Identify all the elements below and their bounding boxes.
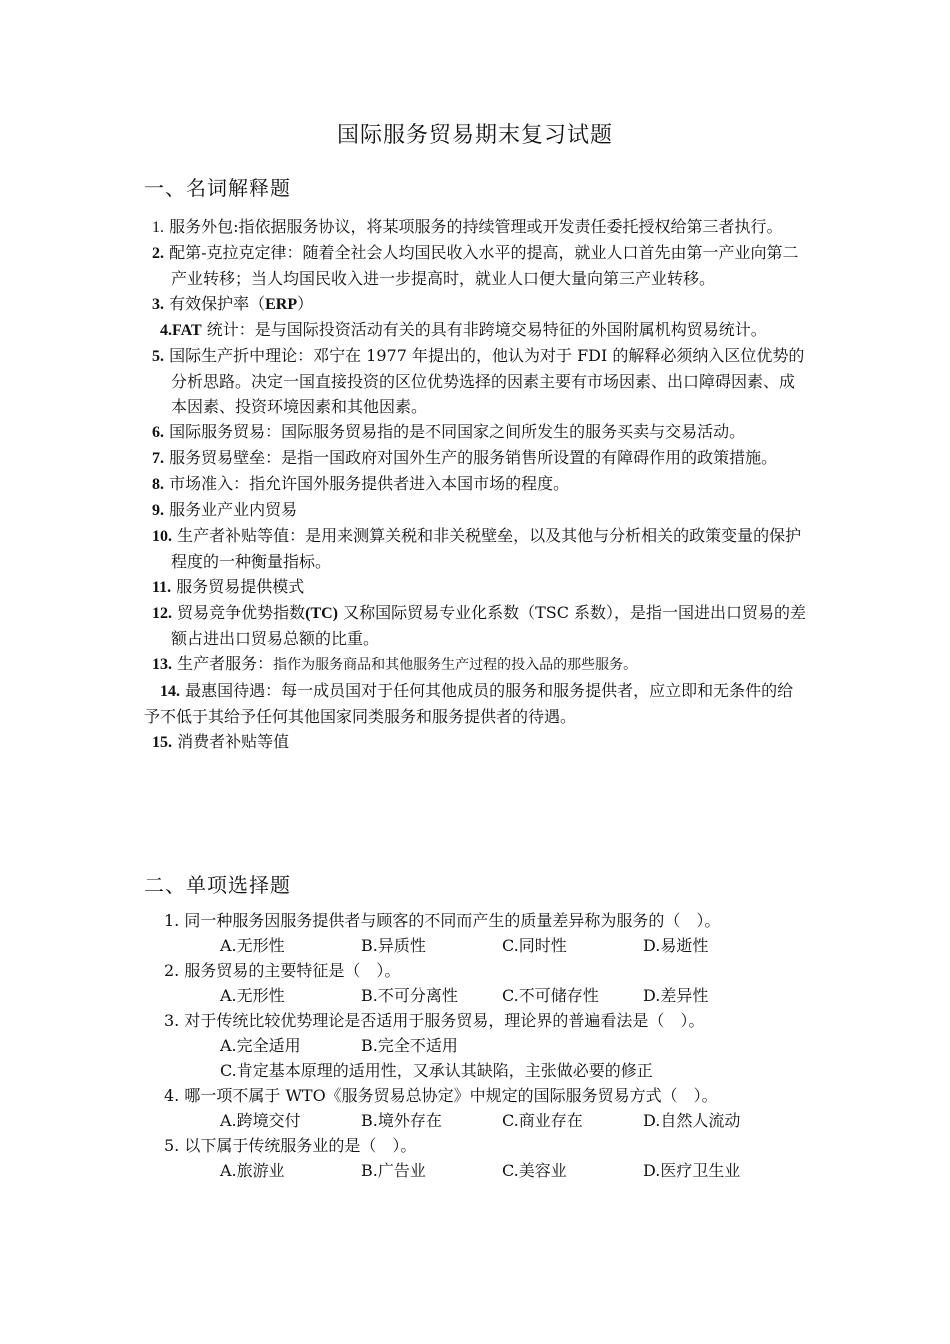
option: D.自然人流动 bbox=[643, 1111, 741, 1130]
question-options bbox=[144, 933, 814, 958]
section-heading-definitions: 一、名词解释题 bbox=[144, 176, 291, 200]
option: C.美容业 bbox=[502, 1161, 567, 1180]
definition-item: 15. 消费者补贴等值 bbox=[152, 732, 290, 751]
definition-item: 11. 服务贸易提供模式 bbox=[152, 577, 305, 596]
definition-item: 13. 生产者服务：指作为服务商品和其他服务生产过程的投入品的那些服务。 bbox=[152, 654, 638, 673]
choice-questions bbox=[144, 908, 814, 1183]
option: A.无形性 bbox=[220, 936, 285, 955]
question-item: 2. 服务贸易的主要特征是（ ）。 bbox=[164, 961, 401, 980]
definition-item: 7. 服务贸易壁垒：是指一国政府对国外生产的服务销售所设置的有障碍作用的政策措施。 bbox=[152, 448, 778, 467]
definition-item: 9. 服务业产业内贸易 bbox=[152, 500, 298, 519]
option: C.肯定基本原理的适用性，又承认其缺陷，主张做必要的修正 bbox=[220, 1061, 653, 1080]
option: B.境外存在 bbox=[361, 1111, 442, 1130]
document-title: 国际服务贸易期末复习试题 bbox=[336, 123, 613, 148]
definitions-list bbox=[144, 214, 808, 755]
question-item: 1. 同一种服务因服务提供者与顾客的不同而产生的质量差异称为服务的（ ）。 bbox=[164, 911, 721, 930]
definition-item: 4.FAT 统计：是与国际投资活动有关的具有非跨境交易特征的外国附属机构贸易统计。 bbox=[160, 320, 767, 339]
section-heading-choice: 二、单项选择题 bbox=[144, 873, 291, 897]
option: C.不可储存性 bbox=[502, 986, 599, 1005]
option: D.差异性 bbox=[643, 986, 709, 1005]
definition-item: 5. 国际生产折中理论：邓宁在 1977 年提出的，他认为对于 FDI 的解释必须纳入区位优势的分析思路。决定一国直接投资的区位优势选择的因素主要有市场因素、出口障碍因素、成本因素、投资环境因素和其他因素。 bbox=[152, 346, 805, 416]
option: B.完全不适用 bbox=[361, 1036, 458, 1055]
definition-item: 10. 生产者补贴等值：是用来测算关税和非关税壁垒，以及其他与分析相关的政策变量的保护程度的一种衡量指标。 bbox=[152, 526, 802, 571]
option: C.商业存在 bbox=[502, 1111, 583, 1130]
option: A.跨境交付 bbox=[220, 1111, 301, 1130]
definition-item: 1. 服务外包:指依据服务协议，将某项服务的持续管理或开发责任委托授权给第三者执行。 bbox=[152, 217, 783, 236]
definition-item: 6. 国际服务贸易：国际服务贸易指的是不同国家之间所发生的服务买卖与交易活动。 bbox=[152, 422, 746, 441]
question-options bbox=[144, 1108, 814, 1133]
option: A.无形性 bbox=[220, 986, 285, 1005]
question-item: 5. 以下属于传统服务业的是（ ）。 bbox=[164, 1136, 417, 1155]
definition-item: 3. 有效保护率（ERP） bbox=[152, 294, 314, 313]
option: B.不可分离性 bbox=[361, 986, 458, 1005]
question-item: 3. 对于传统比较优势理论是否适用于服务贸易，理论界的普遍看法是（ ）。 bbox=[164, 1011, 705, 1030]
option: B.广告业 bbox=[361, 1161, 426, 1180]
option: C.同时性 bbox=[502, 936, 567, 955]
option: D.医疗卫生业 bbox=[643, 1161, 741, 1180]
definition-item: 12. 贸易竞争优势指数(TC) 又称国际贸易专业化系数（TSC 系数），是指一国进出口贸易的差额占进出口贸易总额的比重。 bbox=[152, 603, 807, 648]
question-item: 4. 哪一项不属于 WTO《服务贸易总协定》中规定的国际服务贸易方式（ ）。 bbox=[164, 1086, 718, 1105]
option: B.异质性 bbox=[361, 936, 426, 955]
option: A.旅游业 bbox=[220, 1161, 285, 1180]
question-options bbox=[144, 1033, 814, 1058]
question-options bbox=[144, 983, 814, 1008]
definition-item: 14. 最惠国待遇：每一成员国对于任何其他成员的服务和服务提供者，应立即和无条件的给予不低于其给予任何其他国家同类服务和服务提供者的待遇。 bbox=[144, 681, 794, 726]
definition-item: 8. 市场准入：指允许国外服务提供者进入本国市场的程度。 bbox=[152, 474, 570, 493]
option: A.完全适用 bbox=[220, 1036, 301, 1055]
option: D.易逝性 bbox=[643, 936, 709, 955]
definition-item: 2. 配第-克拉克定律：随着全社会人均国民收入水平的提高，就业人口首先由第一产业向第二产业转移；当人均国民收入进一步提高时，就业人口便大量向第三产业转移。 bbox=[152, 243, 799, 288]
question-options bbox=[144, 1158, 814, 1183]
